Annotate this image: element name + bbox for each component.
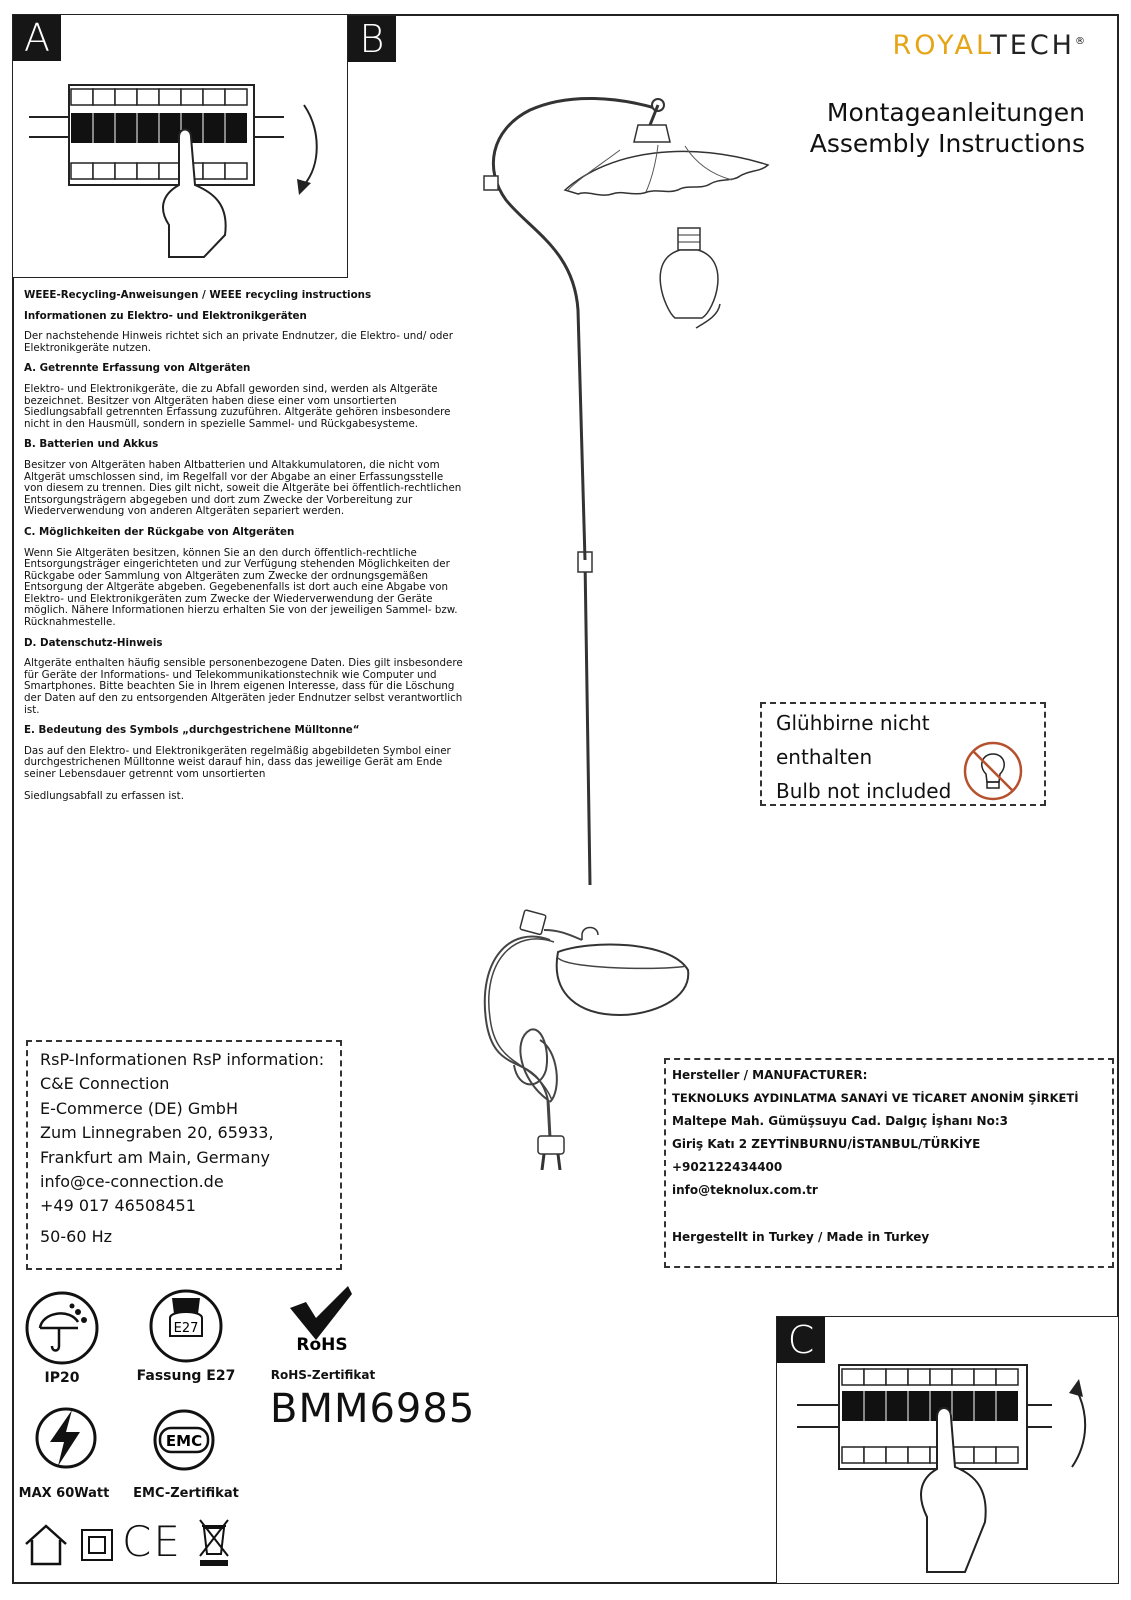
class-ii-double-insulation-icon (80, 1528, 114, 1562)
panel-c (776, 1316, 1119, 1584)
max-watt-label: MAX 60Watt (18, 1486, 110, 1501)
ce-mark-icon: CE (122, 1517, 182, 1566)
page-title (810, 97, 1085, 159)
weee-section-e-heading: E. Bedeutung des Symbols „durchgestrichene Mülltonne“ (24, 724, 360, 737)
crossed-bin-weee-icon (196, 1516, 232, 1568)
model-number: BMM6985 (270, 1386, 476, 1432)
weee-section-a-heading: A. Getrennte Erfassung von Altgeräten (24, 362, 251, 375)
emc-label: EMC-Zertifikat (133, 1486, 239, 1501)
rsp-company: C&E Connection (40, 1074, 170, 1094)
bulb-icon (660, 228, 720, 328)
panel-b-label: B (348, 16, 396, 62)
manufacturer-address-1: Maltepe Mah. Gümüşsuyu Cad. Dalgıç İşhanı No:3 (672, 1114, 1008, 1128)
weee-section-e-text-end: Siedlungsabfall zu erfassen ist. (24, 789, 184, 802)
weee-section-c-text: Wenn Sie Altgeräten besitzen, können Sie an den durch öffentlich-rechtliche Entsorgungsträger eingerichteten und zur Verfügung stehenden Möglichkeiten der Rückgabe oder Sammlung von Altgeräten zum Zwecke der ordnungsgemäßen Entsorgung der Altgeräte abgeben. Gegebenenfalls ist dort auch eine Abgabe von Elektro- und Elektronikgeräten zum Zwecke der Wiederverwendung der Geräte möglich. Nähere Informationen hierzu erhalten Sie von der jeweiligen Sammel- bzw. Rücknahmestelle. (24, 546, 458, 629)
rohs-icon-text: RoHS (296, 1335, 348, 1354)
indoor-use-house-icon (22, 1522, 70, 1566)
e27-socket-text: E27 (173, 1321, 199, 1336)
rohs-checkmark-icon (286, 1284, 356, 1354)
brand-logo: ROYALTECH® (892, 30, 1085, 61)
rohs-label: RoHS-Zertifikat (270, 1368, 376, 1382)
weee-title: WEEE-Recycling-Anweisungen / WEEE recycling instructions (24, 289, 372, 301)
manufacturer-email: info@teknolux.com.tr (672, 1183, 818, 1197)
panel-c-label: C (777, 1317, 825, 1363)
e27-socket-icon (148, 1288, 224, 1364)
manufacturer-heading: Hersteller / MANUFACTURER: (672, 1068, 868, 1082)
rsp-street: Zum Linnegraben 20, 65933, (40, 1123, 274, 1143)
manufacturer-address-2: Giriş Katı 2 ZEYTİNBURNU/İSTANBUL/TÜRKİYE (672, 1137, 981, 1151)
weee-section-d-text: Altgeräte enthalten häufig sensible personenbezogene Daten. Dies gilt insbesondere für Geräte der Informations- und Telekommunikationstechnik wie Computer und Smartphones. Bitte beachten Sie in Ihrem eigenen Interesse, dass für die Löschung der Daten auf den zu entsorgenden Altgeräten jeder Endnutzer selbst verantwortlich ist. (24, 657, 463, 716)
panel-a-label: A (13, 15, 61, 61)
rsp-frequency: 50-60 Hz (40, 1226, 113, 1246)
emc-icon-text: EMC (165, 1432, 203, 1450)
ip20-label: IP20 (44, 1370, 80, 1386)
emc-icon (152, 1408, 216, 1472)
rsp-information-box (26, 1040, 342, 1270)
title-english: Assembly Instructions (809, 129, 1085, 158)
weee-section-e-text: Das auf den Elektro- und Elektronikgeräten regelmäßig abgebildeten Symbol einer durchgestrichenen Mülltonne weist darauf hin, dass das jeweilige Gerät am Ende seiner Lebensdauer getrennt vom unsortierten (24, 744, 451, 780)
rsp-email: info@ce-connection.de (40, 1172, 224, 1192)
weee-section-d-heading: D. Datenschutz-Hinweis (24, 636, 163, 649)
weee-section-b-text: Besitzer von Altgeräten haben Altbatterien und Altakkumulatoren, die nicht vom Altgerät umschlossen sind, im Regelfall vor der Abgabe an einer Erfassungsstelle von diesem zu trennen. Dies gilt nicht, soweit die Altgeräte bei öffentlich-rechtlichen Entsorgungsträgern abgegeben und dort zum Zwecke der Vorbereitung zur Wiederverwendung von anderen Altgeräten separiert werden. (24, 458, 462, 518)
max-watt-lightning-icon (34, 1406, 98, 1470)
rsp-phone: +49 017 46508451 (40, 1196, 196, 1216)
title-german: Montageanleitungen (826, 98, 1085, 127)
rsp-heading: RsP-Informationen RsP information: (40, 1050, 325, 1069)
weee-subtitle: Informationen zu Elektro- und Elektronikgeräten (24, 309, 307, 322)
bulb-not-included-note (760, 702, 1046, 806)
breaker-switch-off-illustration (29, 75, 329, 265)
rsp-city: Frankfurt am Main, Germany (40, 1147, 270, 1167)
breaker-switch-on-illustration (797, 1357, 1107, 1577)
bulb-note-german: Glühbirne nicht enthalten (776, 711, 930, 769)
weee-intro: Der nachstehende Hinweis richtet sich an private Endnutzer, die Elektro- und/ oder Elektronikgeräte nutzen. (24, 330, 453, 354)
weee-section-a-text: Elektro- und Elektronikgeräte, die zu Abfall geworden sind, werden als Altgeräte bezeichnet. Besitzer von Altgeräten haben diese einer vom unsortierten Siedlungsabfall getrennten Erfassung zuzuführen. Altgeräte gehören insbesondere nicht in den Hausmüll, sondern in spezielle Sammel- und Rückgabesysteme. (24, 382, 451, 430)
floor-lamp-illustration (470, 90, 790, 1170)
socket-label: Fassung E27 (136, 1368, 236, 1384)
manufacturer-box (664, 1058, 1114, 1268)
bulb-note-english: Bulb not included (776, 779, 952, 803)
panel-a (12, 14, 348, 278)
manufacturer-phone: +902122434400 (672, 1160, 783, 1174)
weee-instructions (24, 290, 464, 802)
weee-section-c-heading: C. Möglichkeiten der Rückgabe von Altgeräten (24, 525, 295, 538)
ip20-umbrella-icon (24, 1290, 100, 1366)
weee-section-b-heading: B. Batterien und Akkus (24, 438, 159, 451)
rsp-company-2: E-Commerce (DE) GmbH (40, 1098, 238, 1118)
no-bulb-icon (962, 740, 1024, 802)
manufacturer-made-in: Hergestellt in Turkey / Made in Turkey (672, 1230, 930, 1244)
manufacturer-name: TEKNOLUKS AYDINLATMA SANAYİ VE TİCARET ANONİM ŞİRKETİ (672, 1091, 1079, 1105)
